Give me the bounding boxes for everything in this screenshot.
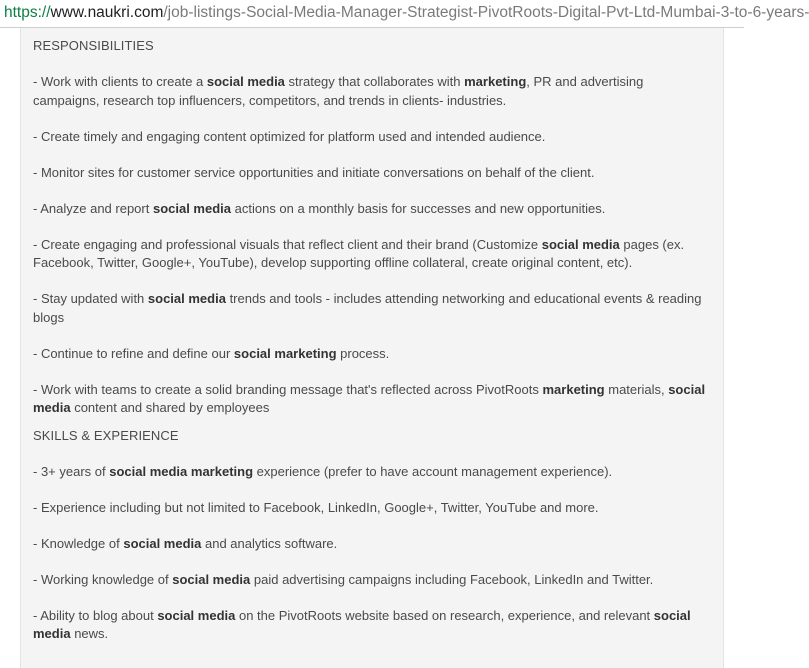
url-host: www.naukri.com <box>50 4 164 21</box>
text-segment: and analytics software. <box>201 535 338 551</box>
text-segment: content and shared by employees <box>70 400 270 415</box>
responsibilities-list <box>33 73 713 418</box>
skills-list <box>33 463 713 644</box>
text-segment: news. <box>70 626 109 641</box>
text-segment: - Work with teams to create a solid branding message that's reflected across PivotRoots <box>33 381 543 397</box>
keyword-highlight: social marketing <box>233 345 337 361</box>
text-segment: - Analyze and report <box>33 200 153 216</box>
keyword-highlight: social media <box>147 291 226 306</box>
text-segment: - Knowledge of <box>33 535 124 551</box>
text-segment: , PR and advertising campaigns, research top influencers, competitors, and trends in clients- industries. <box>33 74 644 108</box>
keyword-highlight: social media <box>157 607 236 623</box>
responsibility-item <box>33 381 713 418</box>
text-segment: actions on a monthly basis for successes and new opportunities. <box>231 200 606 216</box>
responsibility-item <box>33 236 713 273</box>
skill-item <box>33 463 713 482</box>
address-bar[interactable] <box>0 0 809 28</box>
text-segment: - Stay updated with <box>33 291 148 306</box>
text-segment: - 3+ years of <box>33 463 110 479</box>
keyword-highlight: social media <box>123 535 202 551</box>
text-segment: - Create engaging and professional visuals that reflect client and their brand (Customize <box>33 236 542 252</box>
text-segment: - Working knowledge of <box>33 571 173 587</box>
text-segment: paid advertising campaigns including Facebook, LinkedIn and Twitter. <box>250 571 654 587</box>
responsibilities-heading: RESPONSIBILITIES <box>33 38 154 53</box>
text-segment: - Work with clients to create a <box>33 74 207 89</box>
responsibility-item <box>33 164 713 183</box>
text-segment: - Monitor sites for customer service opportunities and initiate conversations on behalf of the client. <box>33 164 595 180</box>
text-segment: - Experience including but not limited to Facebook, LinkedIn, Google+, Twitter, YouTube and more. <box>33 499 599 515</box>
url-scheme: https:// <box>4 4 51 21</box>
skill-item <box>33 571 713 590</box>
text-segment: experience (prefer to have account management experience). <box>253 463 613 479</box>
text-segment: process. <box>336 345 390 361</box>
url-text[interactable] <box>4 3 809 23</box>
responsibility-item <box>33 73 713 110</box>
text-segment: - Continue to refine and define our <box>33 345 234 361</box>
text-segment: materials, <box>604 381 669 397</box>
skills-heading: SKILLS & EXPERIENCE <box>33 427 179 443</box>
text-segment: trends and tools - includes attending networking and educational events & reading blogs <box>33 291 702 325</box>
keyword-highlight: social media marketing <box>109 463 254 479</box>
responsibility-item <box>33 128 713 147</box>
text-segment: on the PivotRoots website based on research, experience, and relevant <box>235 607 654 623</box>
job-description-content <box>33 28 713 644</box>
keyword-highlight: social media <box>172 571 251 587</box>
keyword-highlight: marketing <box>464 74 527 89</box>
text-segment: - Create timely and engaging content optimized for platform used and intended audience. <box>33 128 546 144</box>
text-segment: pages (ex. Facebook, Twitter, Google+, YouTube), develop supporting offline collateral, create original content, etc). <box>33 236 685 270</box>
responsibility-item <box>33 290 713 327</box>
keyword-highlight: social media <box>33 381 706 415</box>
job-description-panel <box>20 28 724 668</box>
skill-item <box>33 607 713 644</box>
keyword-highlight: social media <box>33 607 691 641</box>
keyword-highlight: social media <box>541 236 620 252</box>
keyword-highlight: social media <box>206 74 285 89</box>
keyword-highlight: social media <box>152 200 232 216</box>
responsibility-item <box>33 200 713 219</box>
text-segment: strategy that collaborates with <box>284 74 465 89</box>
text-segment: - Ability to blog about <box>33 607 158 623</box>
url-path: /job-listings-Social-Media-Manager-Strategist-PivotRoots-Digital-Pvt-Ltd-Mumbai-3-to-6-years- <box>163 4 809 21</box>
keyword-highlight: marketing <box>542 381 605 397</box>
skill-item <box>33 499 713 518</box>
responsibility-item <box>33 345 713 364</box>
skill-item <box>33 535 713 554</box>
